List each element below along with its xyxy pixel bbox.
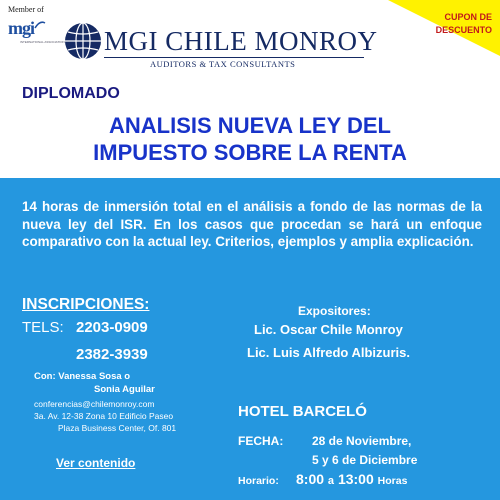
logo-divider: [104, 57, 364, 58]
details-panel: [0, 178, 500, 500]
coupon-line-1: CUPON DE: [444, 12, 492, 22]
phone-2[interactable]: 2382-3939: [76, 346, 148, 363]
time-label: Horario:: [238, 475, 279, 487]
course-description: 14 horas de inmersión total en el análisis a fondo de las normas de la nueva ley del ISR. En los casos que procedan se hará un enfoque comparativo con la actual ley. Criterios, ejemplos y amplia explicación.: [22, 199, 482, 249]
mgi-swoosh-icon: [34, 20, 46, 30]
contact-email[interactable]: conferencias@chilemonroy.com: [34, 399, 155, 409]
mgi-small-logo: [8, 18, 65, 46]
time-end: 13:00: [337, 471, 374, 487]
speaker-1: Lic. Oscar Chile Monroy: [254, 322, 403, 337]
course-title-line-1: ANALISIS NUEVA LEY DEL: [109, 113, 391, 138]
globe-icon: [64, 22, 102, 60]
time-start: 8:00: [296, 471, 325, 487]
address-line-1: 3a. Av. 12-38 Zona 10 Edificio Paseo: [34, 411, 174, 421]
phone-1[interactable]: 2203-0909: [76, 319, 148, 336]
registration-heading: INSCRIPCIONES:: [22, 296, 150, 313]
program-label: DIPLOMADO: [22, 85, 120, 102]
address-line-2: Plaza Business Center, Of. 801: [58, 423, 177, 433]
mgi-small-logo-subtext: INTERNATIONAL ASSOCIATION: [20, 40, 65, 44]
header: [0, 0, 500, 178]
date-line-2: 5 y 6 de Diciembre: [312, 453, 418, 467]
contact-line-2: Sonia Aguilar: [94, 384, 155, 395]
speakers-heading: Expositores:: [298, 304, 371, 318]
date-line-1: 28 de Noviembre,: [312, 434, 412, 448]
view-content-link[interactable]: Ver contenido: [56, 456, 136, 470]
time-value: [296, 471, 407, 487]
coupon-line-2: DESCUENTO: [435, 25, 492, 35]
speaker-2: Lic. Luis Alfredo Albizuris.: [247, 345, 410, 360]
company-logo-name: MGI CHILE MONROY: [104, 26, 378, 56]
member-of-label: Member of: [8, 5, 44, 14]
mgi-small-logo-text: mgi: [8, 18, 34, 38]
course-title-line-2: IMPUESTO SOBRE LA RENTA: [93, 140, 407, 165]
contact-line-1: Con: Vanessa Sosa o: [34, 371, 131, 382]
phones-label: TELS:: [22, 319, 64, 336]
coupon-label[interactable]: [402, 11, 492, 37]
company-logo-tagline: AUDITORS & TAX CONSULTANTS: [150, 59, 296, 69]
course-title: [0, 112, 500, 166]
venue-name: HOTEL BARCELÓ: [238, 403, 367, 420]
date-label: FECHA:: [238, 434, 284, 448]
time-separator: a: [327, 475, 335, 487]
time-unit: Horas: [377, 475, 408, 487]
